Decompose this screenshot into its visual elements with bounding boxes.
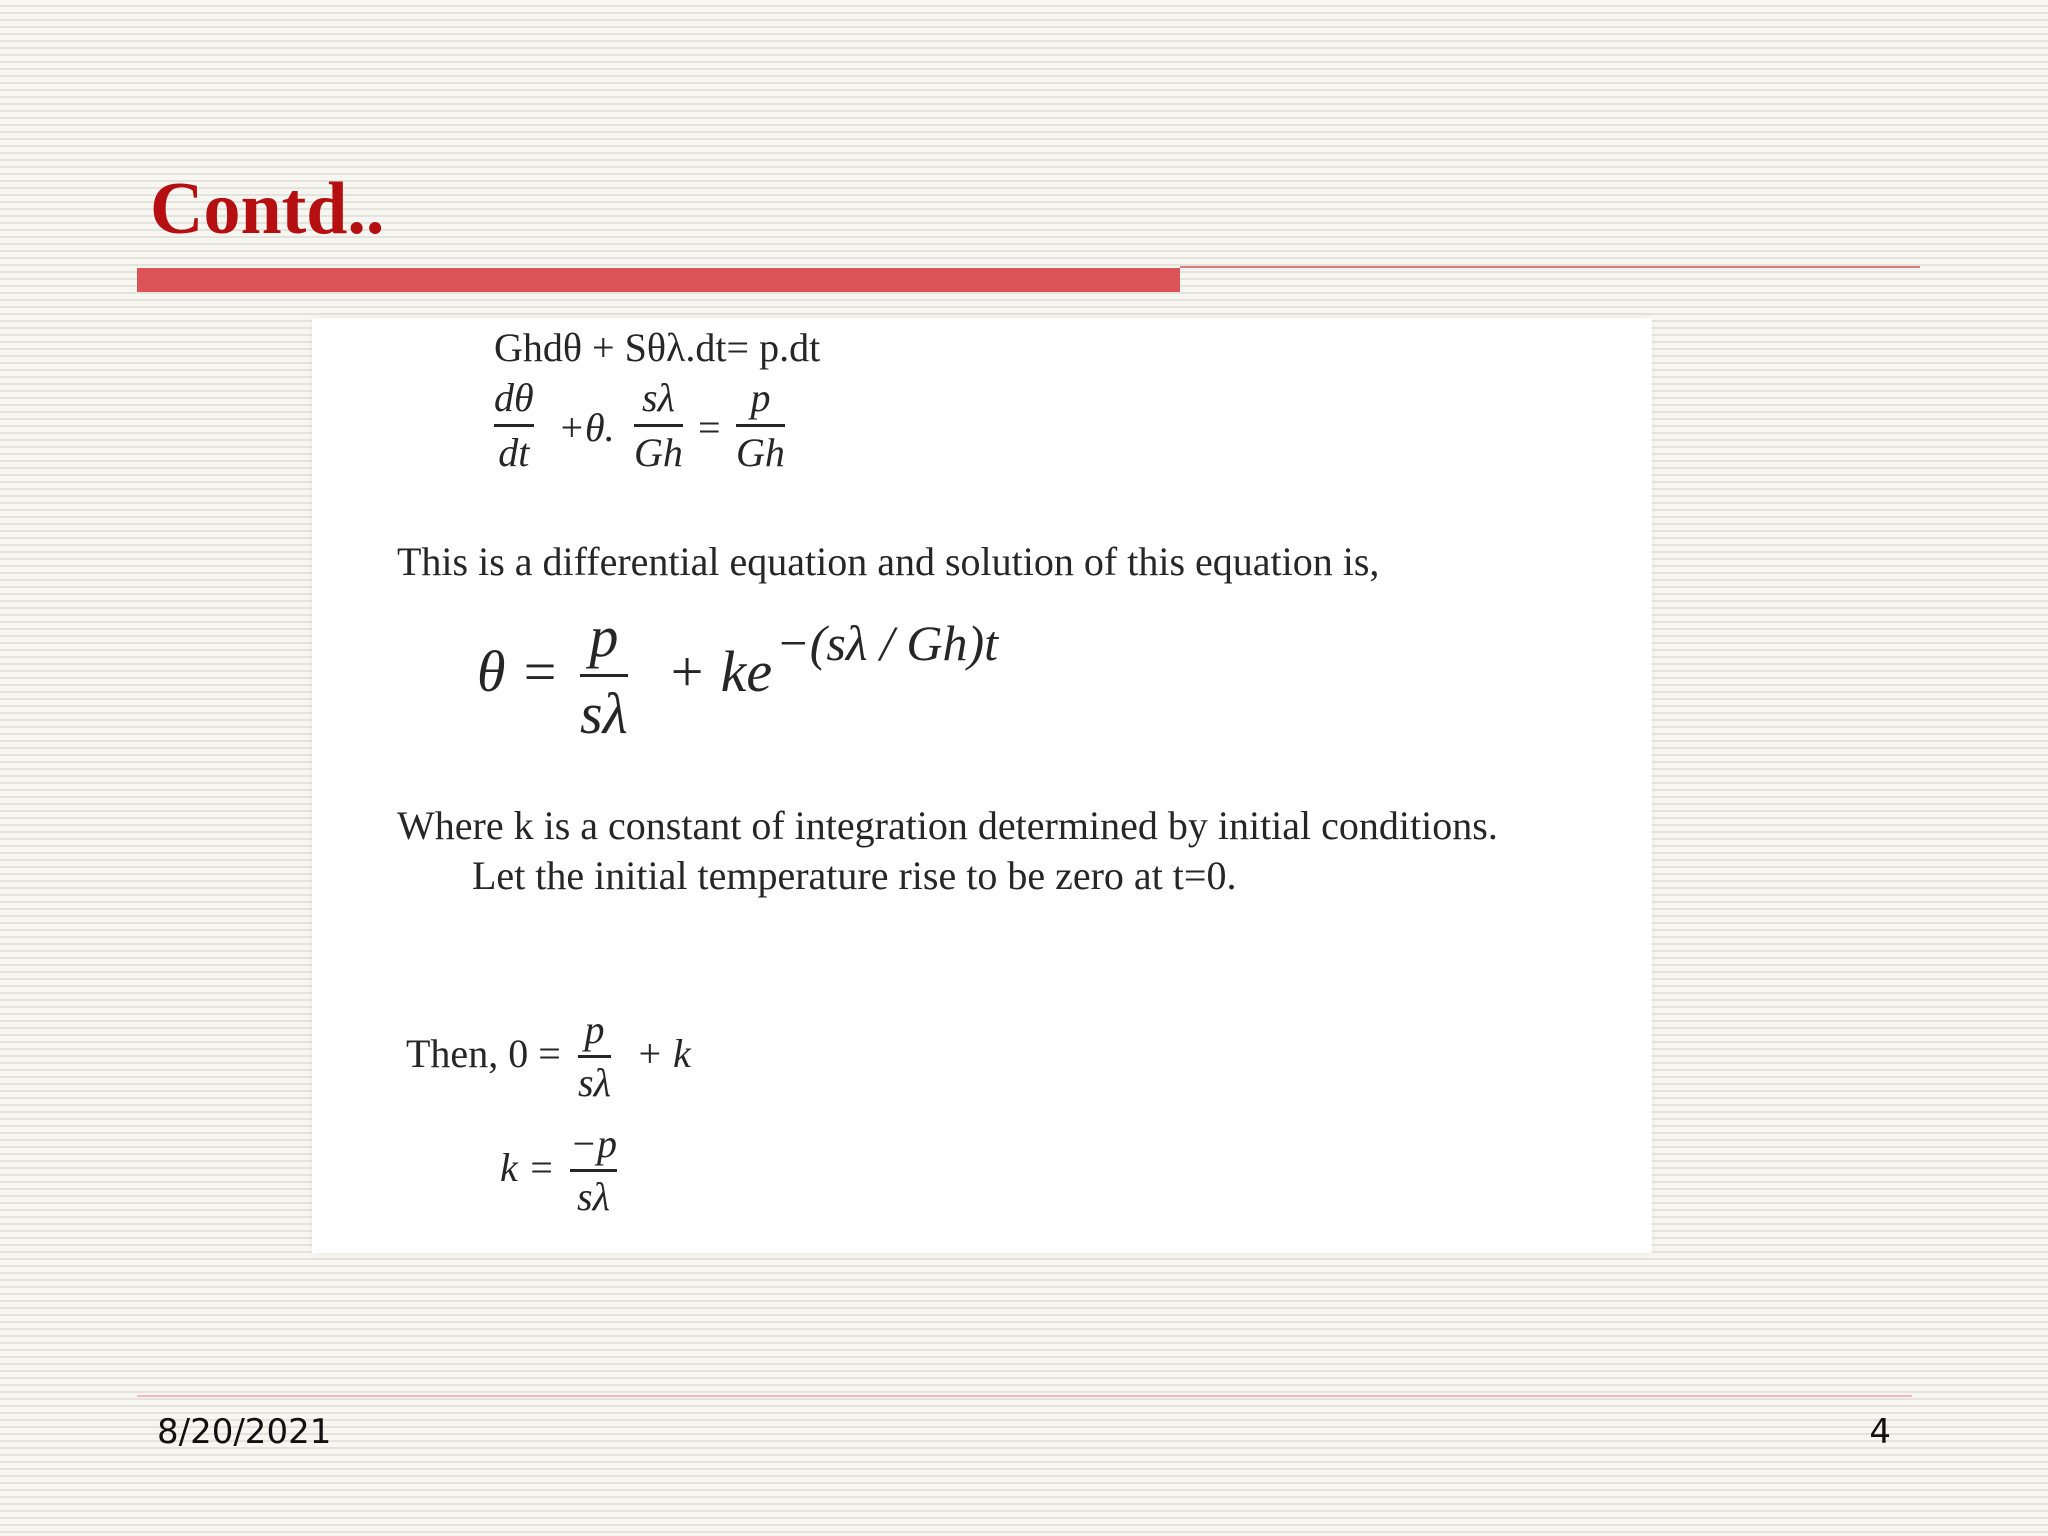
k-fraction <box>570 1121 617 1219</box>
fraction-numerator: p <box>750 375 771 420</box>
fraction-numerator: sλ <box>642 375 675 420</box>
title-underline-thin <box>1180 266 1920 268</box>
fraction-denominator: sλ <box>577 1174 610 1219</box>
slide-title: Contd.. <box>150 168 385 250</box>
content-image-panel <box>312 318 1652 1253</box>
fraction-numerator: dθ <box>494 375 534 420</box>
fraction-dtheta-dt <box>494 375 534 475</box>
fraction-denominator: sλ <box>578 1060 611 1105</box>
equation-mid-operator: +θ. <box>558 405 615 450</box>
equation-line-1: Ghdθ + Sθλ.dt= p.dt <box>494 325 821 370</box>
paragraph-constant-integration: Where k is a constant of integration determined by initial conditions. <box>397 803 1498 848</box>
then-plus-k: + k <box>636 1031 691 1076</box>
footer-date: 8/20/2021 <box>157 1412 332 1452</box>
footer-divider <box>137 1395 1912 1397</box>
title-underline-thick <box>137 268 1180 292</box>
then-fraction <box>578 1007 611 1105</box>
solution-lhs: θ = <box>477 639 560 704</box>
fraction-denominator: dt <box>498 430 530 475</box>
solution-exponent: −(sλ / Gh)t <box>776 615 999 671</box>
then-label: Then, 0 = <box>406 1031 561 1076</box>
fraction-slambda-gh <box>634 375 683 475</box>
footer-page-number: 4 <box>1869 1412 1891 1452</box>
fraction-numerator: p <box>589 604 619 669</box>
fraction-denominator: Gh <box>736 430 785 475</box>
paragraph-initial-temperature: Let the initial temperature rise to be zero at t=0. <box>472 853 1237 898</box>
fraction-denominator: sλ <box>580 681 628 746</box>
solution-plus-ke: + ke <box>667 639 773 704</box>
solution-fraction <box>580 604 628 746</box>
fraction-numerator: −p <box>570 1121 617 1166</box>
fraction-numerator: p <box>584 1007 605 1052</box>
fraction-p-gh <box>736 375 785 475</box>
fraction-denominator: Gh <box>634 430 683 475</box>
equals-sign: = <box>698 405 721 450</box>
k-lhs: k = <box>500 1145 555 1190</box>
paragraph-differential-equation: This is a differential equation and solution of this equation is, <box>397 539 1380 584</box>
